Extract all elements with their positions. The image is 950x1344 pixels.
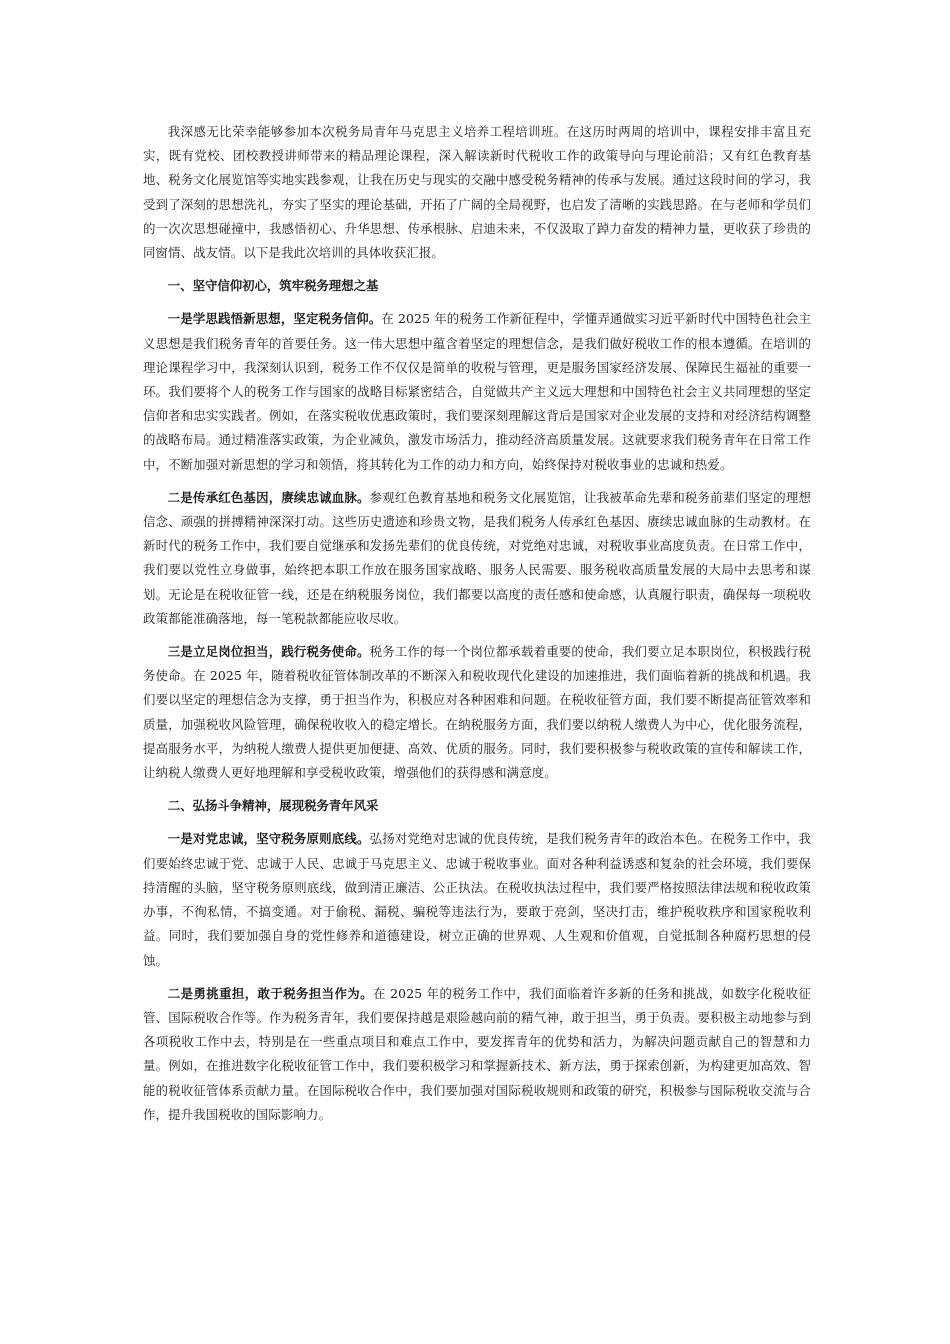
- item-lead: 二是勇挑重担，敢于税务担当作为。: [167, 985, 373, 1001]
- item-body: 弘扬对党绝对忠诚的优良传统，是我们税务青年的政治本色。在税务工作中，我们要始终忠诚于党、忠诚于人民、忠诚于马克思主义、忠诚于税收事业。面对各种利益诱惑和复杂的社会环境，我们要保持清醒的头脑，坚守税务原则底线，做到清正廉洁、公正执法。在税收执法过程中，我们要严格按照法律法规和税收政策办事，不徇私情，不搞变通。对于偷税、漏税、骗税等违法行为，要敢于亮剑，坚决打击，维护税收秩序和国家税收利益。同时，我们要加强自身的党性修养和道德建设，树立正确的世界观、人生观和价值观，自觉抵制各种腐朽思想的侵蚀。: [143, 831, 811, 968]
- item-lead: 一是学思践悟新思想，坚定税务信仰。: [167, 311, 382, 327]
- intro-paragraph: 我深感无比荣幸能够参加本次税务局青年马克思主义培养工程培训班。在这历时两周的培训中，课程安排丰富且充实，既有党校、团校教授讲师带来的精品理论课程，深入解读新时代税收工作的政策导向与理论前沿；又有红色教育基地、税务文化展览馆等实地实践参观，让我在历史与现实的交融中感受税务精神的传承与发展。通过这段时间的学习，我受到了深刻的思想洗礼，夯实了坚实的理论基础，开拓了广阔的全局视野，也启发了清晰的实践思路。在与老师和学员们的一次次思想碰撞中，我感悟初心、升华思想、传承根脉、启迪未来，不仅汲取了踔力奋发的精神力量，更收获了珍贵的同窗情、战友情。以下是我此次培训的具体收获汇报。: [143, 124, 811, 261]
- item-lead: 二是传承红色基因，赓续忠诚血脉。: [167, 489, 370, 505]
- section-1-heading: 一、坚守信仰初心，筑牢税务理想之基: [167, 278, 379, 294]
- section-2-item-1: [143, 827, 811, 972]
- section-1-item-3: [143, 640, 811, 785]
- item-body: 在 2025 年的税务工作新征程中，学懂弄通做实习近平新时代中国特色社会主义思想是我们税务青年的首要任务。这一伟大思想中蕴含着坚定的理想信念，是我们做好税收工作的根本遵循。在培训的理论课程学习中，我深刻认识到，税务工作不仅仅是简单的收税与管理，更是服务国家经济发展、保障民生福祉的重要一环。我们要将个人的税务工作与国家的战略目标紧密结合，自觉做共产主义远大理想和中国特色社会主义共同理想的坚定信仰者和忠实实践者。例如，在落实税收优惠政策时，我们要深刻理解这背后是国家对企业发展的支持和对经济结构调整的战略布局。通过精准落实政策，为企业减负，激发市场活力，推动经济高质量发展。这就要求我们税务青年在日常工作中，不断加强对新思想的学习和领悟，将其转化为工作的动力和方向，始终保持对税收事业的忠诚和热爱。: [143, 311, 811, 472]
- item-lead: 三是立足岗位担当，践行税务使命。: [167, 644, 370, 660]
- item-body: 税务工作的每一个岗位都承载着重要的使命，我们要立足本职岗位，积极践行税务使命。在 2025 年，随着税收征管体制改革的不断深入和税收现代化建设的加速推进，我们面临着新的挑战和机遇。我们要以坚定的理想信念为支撑，勇于担当作为，积极应对各种困难和问题。在税收征管方面，我们要不断提高征管效率和质量，加强税收风险管理，确保税收收入的稳定增长。在纳税服务方面，我们要以纳税人缴费人为中心，优化服务流程，提高服务水平，为纳税人缴费人提供更加便捷、高效、优质的服务。同时，我们要积极参与税收政策的宣传和解读工作，让纳税人缴费人更好地理解和享受税收政策，增强他们的获得感和满意度。: [143, 644, 811, 781]
- item-body: 参观红色教育基地和税务文化展览馆，让我被革命先辈和税务前辈们坚定的理想信念、顽强的拼搏精神深深打动。这些历史遗迹和珍贵文物，是我们税务人传承红色基因、赓续忠诚血脉的生动教材。在新时代的税务工作中，我们要自觉继承和发扬先辈们的优良传统，对党绝对忠诚，对税收事业高度负责。在日常工作中，我们要以党性立身做事，始终把本职工作放在服务国家战略、服务人民需要、服务税收高质量发展的大局中去思考和谋划。无论是在税收征管一线，还是在纳税服务岗位，我们都要以高度的责任感和使命感，认真履行职责，确保每一项税收政策都能准确落地，每一笔税款都能应收尽收。: [143, 489, 811, 626]
- item-body: 在 2025 年的税务工作中，我们面临着许多新的任务和挑战，如数字化税收征管、国际税收合作等。作为税务青年，我们要保持越是艰险越向前的精气神，敢于担当，勇于负责。要积极主动地参与到各项税收工作中去，特别是在一些重点项目和难点工作中，要发挥青年的优势和活力，为解决问题贡献自己的智慧和力量。例如，在推进数字化税收征管工作中，我们要积极学习和掌握新技术、新方法，勇于探索创新，为构建更加高效、智能的税收征管体系贡献力量。在国际税收合作中，我们要加强对国际税收规则和政策的研究，积极参与国际税收交流与合作，提升我国税收的国际影响力。: [143, 985, 811, 1122]
- document-body: [143, 120, 811, 1136]
- item-lead: 一是对党忠诚，坚守税务原则底线。: [167, 831, 370, 847]
- section-2-item-2: [143, 982, 811, 1127]
- section-1-item-1: [143, 307, 811, 476]
- section-1-item-2: [143, 486, 811, 631]
- section-2-heading: 二、弘扬斗争精神，展现税务青年风采: [167, 798, 379, 814]
